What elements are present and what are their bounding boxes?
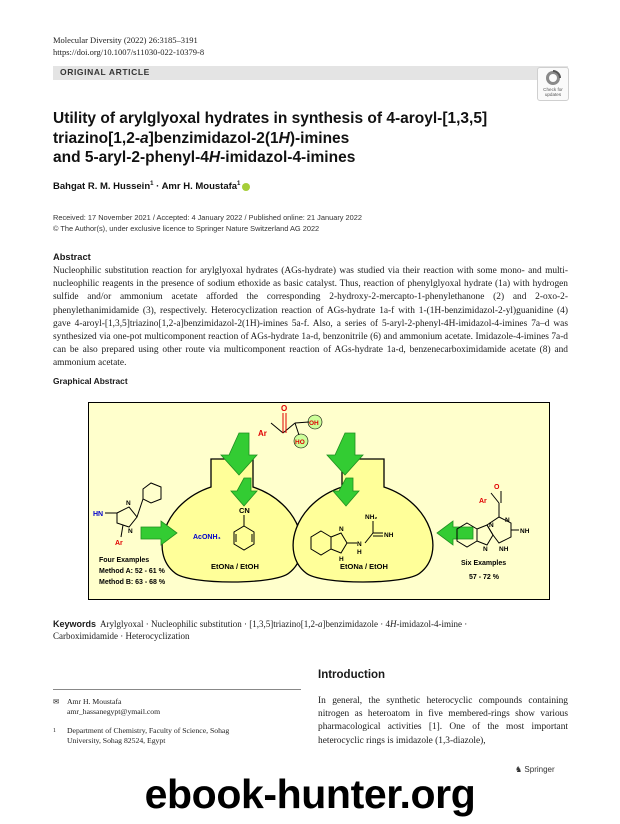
introduction-heading: Introduction <box>318 669 386 681</box>
author-2[interactable]: Amr H. Moustafa <box>161 181 238 193</box>
reaction-scheme <box>89 403 549 599</box>
cyano-label: CN <box>239 506 250 515</box>
amino-label: NH₂ <box>365 514 378 521</box>
contact-name: Amr H. Moustafa <box>67 697 122 706</box>
journal-citation <box>53 34 204 58</box>
triazine-n3-label: N <box>483 546 488 553</box>
copyright-line: © The Author(s), under exclusive licence to Springer Nature Switzerland AG 2022 <box>53 223 320 233</box>
hydroxyl-label-1: OH <box>309 420 319 427</box>
imidazole-n2-label: N <box>128 528 133 535</box>
dates-line: Received: 17 November 2021 / Accepted: 4 January 2022 / Published online: 21 January 2022 <box>53 213 362 222</box>
imino-label: NH <box>384 532 394 539</box>
right-examples-label: Six Examples <box>461 560 507 567</box>
imidazole-n1-label: N <box>126 500 131 507</box>
triazine-n1-label: N <box>489 522 494 529</box>
abstract-text: Nucleophilic substitution reaction for arylglyoxal hydrates (AGs-hydrate) was studied via their reaction with some mono- and multi-nucleophilic reagents in the presence of sodium ethoxide as basic catalyst. Thus, reaction of phenylglyoxal hydrate (1a) with hydrogen sulfide and/or ammonium acetate afforded the corresponding 2-hydroxy-2-mercapto-1-phenylethanone (2) and 2-oxo-2-phenylethanimidamide (3), respectively. Heterocyclization reaction of AGs-hydrate 1a-f with 1-(1H-benzimidazol-2-yl)guanidine (4) gave 4-aroyl-[1,3,5]triazino[1,2-a]benzimidazol-2(1H)-imines 5a-f. Also, a series of 5-aryl-2-phenyl-4H-imidazol-4-imines 7a–d was synthesized via one-pot multicomponent reaction of AGs-hydrate 1a-d, benzonitrile (6) and ammonium acetate. Imidazole-4-imines 7a-d can be also prepared using other route via multicomponent reaction of AGs-hydrate 1a-d, benzenecarboximidamide acetate (8) and ammonium acetate. <box>53 266 568 369</box>
ring-nh-label-right: NH <box>499 546 509 553</box>
abstract-heading: Abstract <box>53 252 91 262</box>
author-1[interactable]: Bahgat R. M. Hussein <box>53 181 151 193</box>
graphical-abstract-figure <box>88 402 550 600</box>
mail-icon[interactable]: ✉ <box>53 697 60 706</box>
contact-email[interactable]: amr_hassanegypt@ymail.com <box>67 707 161 717</box>
springer-horse-icon: ♞ <box>515 765 523 774</box>
graphical-abstract-heading: Graphical Abstract <box>53 376 128 386</box>
author-list: Bahgat R. M. Hussein$^1$ · Amr H. Moustafa$^1$ <box>53 181 250 192</box>
triazine-n2-label: N <box>505 517 510 524</box>
check-for-updates-badge[interactable] <box>537 67 569 101</box>
oxygen-label: O <box>281 404 288 413</box>
watermark: ebook-hunter.org <box>144 771 476 817</box>
publisher-name: Springer <box>524 765 555 774</box>
affiliation-line-1: Department of Chemistry, Faculty of Science, Sohag <box>67 726 230 735</box>
keywords-label: Keywords <box>53 619 97 629</box>
aryl-label-top: Ar <box>258 429 267 438</box>
affiliation-number: 1 <box>53 728 56 734</box>
keywords: Keywords Arylglyoxal · Nucleophilic substitution · [1,3,5]triazino[1,2-a]benzimidazole · 4H-imidazol-4-imine · Carboximidamide · Heterocyclization <box>53 619 468 642</box>
imine-hn-label: HN <box>93 511 104 518</box>
aryl-label-left: Ar <box>115 540 123 547</box>
doi-link[interactable]: https://doi.org/10.1007/s11030-022-10379-8 <box>53 47 205 57</box>
hydroxyl-label-2: HO <box>295 439 305 446</box>
affiliation-line-2: University, Sohag 82524, Egypt <box>67 736 166 746</box>
right-solvent-label: EtONa / EtOH <box>340 562 388 571</box>
ammonium-acetate-label: AcONH₄ <box>193 534 221 541</box>
check-updates-label: Check for updates <box>543 87 563 97</box>
linker-n-label: N <box>357 541 362 548</box>
check-updates-icon <box>538 68 568 88</box>
article-title <box>53 109 523 168</box>
introduction-text: In general, the synthetic heterocyclic compounds containing nitrogen as heteroatom in five membered-rings show various pharmacological activities [1]. One of the most important heterocyclic rings is imidazole (1,3-diazole), <box>318 696 568 746</box>
green-arrow-right <box>437 521 473 545</box>
exocyclic-nh-label: NH <box>520 528 530 535</box>
aryl-label-right: Ar <box>479 498 487 505</box>
article-type-label: ORIGINAL ARTICLE <box>60 67 150 77</box>
left-solvent-label: EtONa / EtOH <box>211 562 259 571</box>
title-line-2: triazino[1,2-a]benzimidazol-2(1H)-imines <box>53 129 350 147</box>
method-a-yield: Method A: 52 - 61 % <box>99 568 165 575</box>
title-line-1: Utility of arylglyoxal hydrates in synthesis of 4-aroyl-[1,3,5] <box>53 110 488 127</box>
publication-dates <box>53 213 362 234</box>
orcid-icon[interactable] <box>242 183 250 191</box>
left-examples-label: Four Examples <box>99 557 150 564</box>
right-yield-label: 57 - 72 % <box>469 574 499 581</box>
ring-nh-label: H <box>339 556 344 563</box>
journal-info: Molecular Diversity (2022) 26:3185–3191 <box>53 35 198 45</box>
affiliation <box>53 726 229 747</box>
corresponding-author <box>53 697 160 718</box>
footnote-divider <box>53 689 301 690</box>
linker-h-label: H <box>357 549 362 556</box>
carbonyl-o-label: O <box>494 484 500 491</box>
ring-n-label-top: N <box>339 526 344 533</box>
method-b-yield: Method B: 63 - 68 % <box>99 579 166 586</box>
title-line-3: and 5-aryl-2-phenyl-4H-imidazol-4-imines <box>53 149 356 166</box>
